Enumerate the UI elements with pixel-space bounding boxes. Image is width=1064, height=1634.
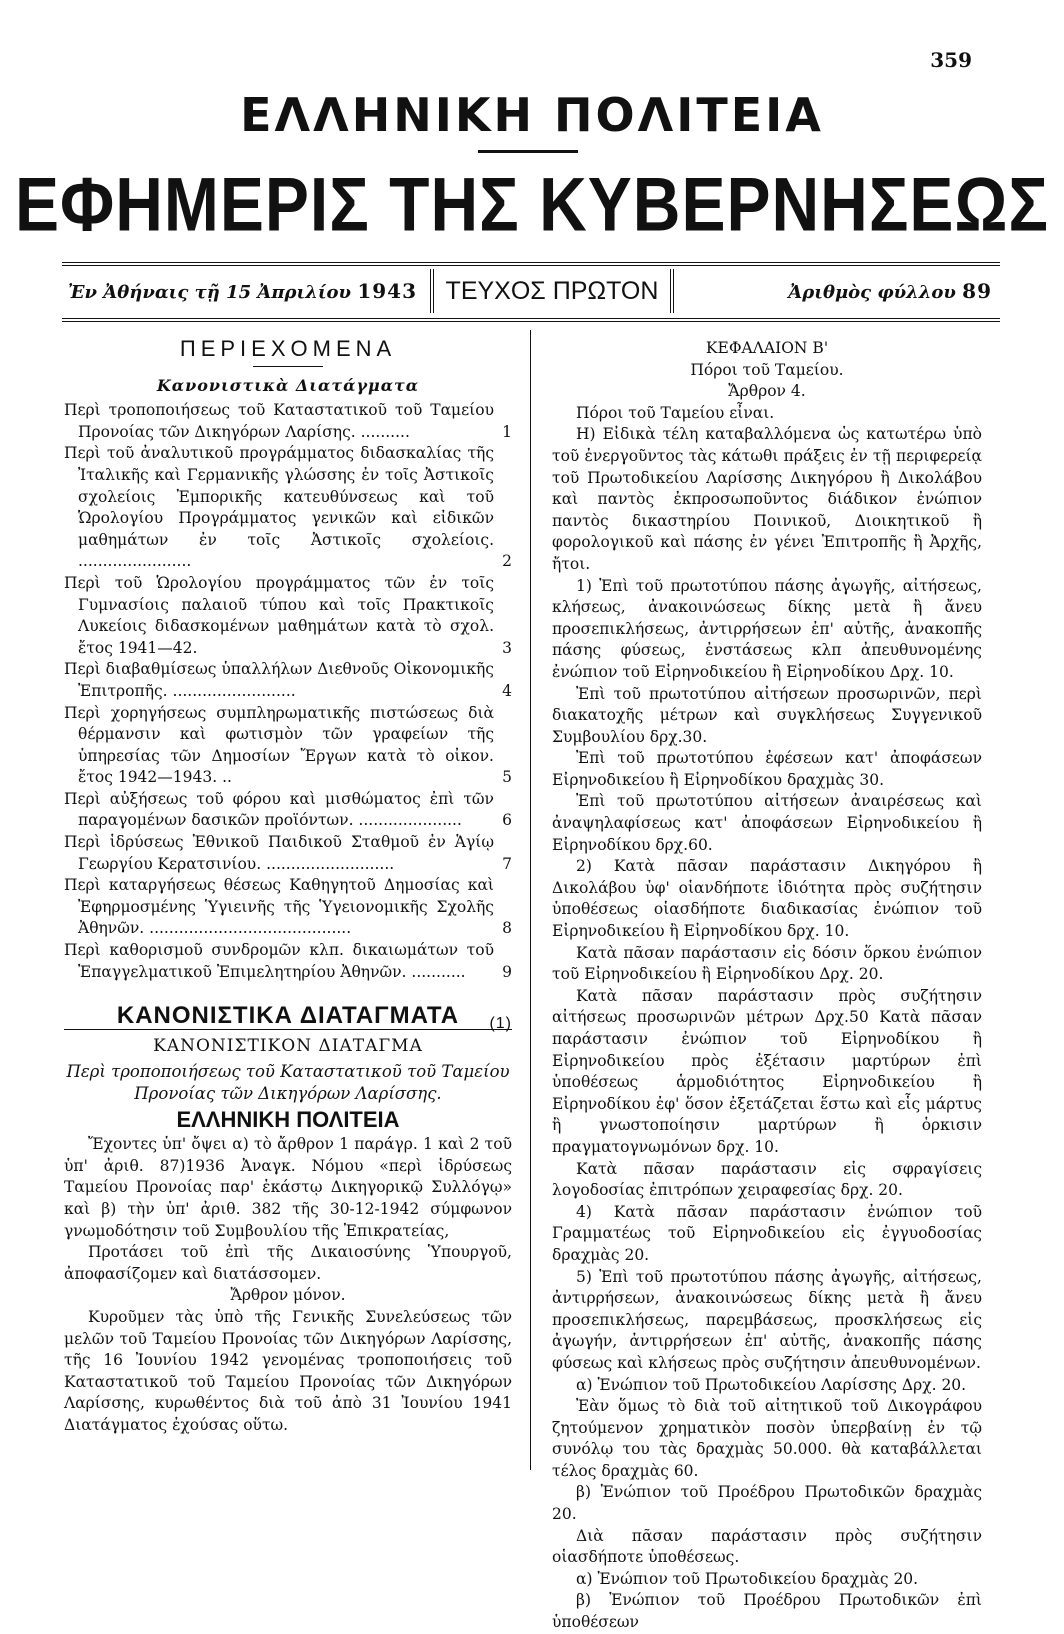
right-column	[552, 338, 982, 1634]
decree-article-heading: Ἄρθρον μόνον.	[230, 1286, 346, 1305]
toc-item	[64, 400, 512, 443]
paragraph: Ἐπὶ τοῦ πρωτοτύπου ἐφέσεων κατ' ἀποφάσεων Εἰρηνοδικείου ἢ Εἰρηνοδίκου δραχμὰς 30.	[552, 749, 982, 789]
paragraph: Ἐπὶ τοῦ πρωτοτύπου αἰτήσεων προσωρινῶν, περὶ διακατοχῆς μέτρων καὶ συγκλήσεως Συγγενικοῦ Συμβουλίου δρχ.30.	[552, 684, 982, 746]
decree-topic: Περὶ τροποποιήσεως τοῦ Καταστατικοῦ τοῦ Ταμείου Προνοίας τῶν Δικηγόρων Λαρίσσης.	[66, 1062, 510, 1103]
chapter-title: Πόροι τοῦ Ταμείου.	[690, 360, 844, 379]
toc-item-number: 7	[502, 854, 512, 873]
issue-year: 1943	[357, 279, 417, 303]
toc-item	[64, 573, 512, 659]
chapter-heading: ΚΕΦΑΛΑΙΟΝ Β'	[705, 339, 829, 357]
paragraph: 4) Κατὰ πᾶσαν παράστασιν ἐνώπιον τοῦ Γραμματέως τοῦ Εἰρηνοδικείου εἰς ἐγγυοδοσίας δραχμὰς 20.	[552, 1202, 982, 1264]
paragraph: α) Ἐνώπιον τοῦ Πρωτοδικείου δραχμὰς 20.	[576, 1569, 919, 1588]
paragraph: Ἐπὶ τοῦ πρωτοτύπου αἰτήσεων ἀναιρέσεως καὶ ἀναψηλαφίσεως κατ' ἀποφάσεων Εἰρηνοδικείου ἢ Εἰρηνοδίκου δρχ.60.	[552, 792, 982, 854]
toc-item-text: Περὶ τροποποιήσεως τοῦ Καταστατικοῦ τοῦ Ταμείου Προνοίας τῶν Δικηγόρων Λαρίσης. ..........	[64, 401, 494, 441]
decree-body: Κυροῦμεν τὰς ὑπὸ τῆς Γενικῆς Συνελεύσεως τῶν μελῶν τοῦ Ταμείου Προνοίας τῶν Δικηγόρων Λαρίσσης, τῆς 16 Ἰουνίου 1942 γενομένας τροποποιήσεις τοῦ Καταστατικοῦ τοῦ Ταμείου Προνοίας τῶν Δικηγόρων Λαρίσσης, κυρωθέντος διὰ τοῦ ἀπὸ 31 Ἰουνίου 1941 Διατάγματος ἐχούσας οὕτω.	[64, 1307, 512, 1434]
toc-item-text: Περὶ τοῦ Ὡρολογίου προγράμματος τῶν ἐν τοῖς Γυμνασίοις παλαιοῦ τύπου καὶ τοῖς Πρακτικοῖς Λυκείοις διδασκομένων μαθημάτων κατὰ τὸ σχολ. ἔτος 1941—42.	[64, 573, 494, 657]
masthead-state-title: ΕΛΛΗΝΙΚΗ ΠΟΛΙΤΕΙΑ	[240, 88, 824, 142]
toc-item-number: 3	[502, 638, 512, 657]
toc-item	[64, 659, 512, 702]
section-title-text: ΚΑΝΟΝΙΣΤΙΚΑ ΔΙΑΤΑΓΜΑΤΑ	[116, 1002, 460, 1030]
toc-item	[64, 940, 512, 983]
article-heading: Ἄρθρον 4.	[728, 382, 806, 401]
paragraph: Κατὰ πᾶσαν παράστασιν εἰς σφραγίσεις λογοδοσίας ἐπιτρόπων χειραφεσίας δρχ. 20.	[552, 1159, 982, 1200]
toc-heading: ΠΕΡΙΕΧΟΜΕΝΑ	[179, 336, 397, 361]
header-rule-bottom-2	[62, 321, 1000, 322]
paragraph: α) Ἐνώπιον τοῦ Πρωτοδικείου Λαρίσσης Δρχ. 20.	[576, 1375, 967, 1394]
sheet-label: Ἀριθμὸς φύλλου	[788, 282, 956, 303]
gazette-title: ΕΦΗΜΕΡΙΣ ΤΗΣ ΚΥΒΕΡΝΗΣΕΩΣ	[15, 161, 1049, 247]
toc-item-number: 5	[502, 768, 512, 787]
paragraph: Κατὰ πᾶσαν παράστασιν πρὸς συζήτησιν αἰτήσεως προσωρινῶν μέτρων Δρχ.50 Κατὰ πᾶσαν παράστασιν ἐνώπιον τοῦ Εἰρηνοδίκου ἢ Εἰρηνοδικείου πρὸς ἐξέτασιν μαρτύρων ἐπὶ ὑποθέσεως ἁρμοδιότητος Εἰρηνοδικείου ἢ Εἰρηνοδίκου ἐφ' ὅσον ἐξετάζεται ἕστω καὶ εἷς μάρτυς ἢ γνωστοποίησιν μαρτύρων ἢ ὁρκισιν πραγματογνωμόνων δρχ. 10.	[552, 986, 982, 1156]
masthead-divider	[478, 150, 578, 153]
paragraph: Η) Εἰδικὰ τέλη καταβαλλόμενα ὡς κατωτέρω ὑπὸ τοῦ ἐνεργοῦντος τὰς κάτωθι πράξεις ἐν τῇ περιφερείᾳ τοῦ Πρωτοδικείου Λαρίσσης Δικηγόρου ἢ Δικολάβου καὶ παντὸς ἐκπροσωποῦντος διάδικον ἐνώπιον παντὸς δικαστηρίου Ποινικοῦ, Διοικητικοῦ ἢ φορολογικοῦ καὶ πάσης ἐν γένει Ἐπιτροπῆς ἢ Ἀρχῆς, ἤτοι.	[552, 425, 982, 573]
header-rule-bottom	[62, 318, 1000, 319]
toc-item-number: 8	[502, 919, 512, 938]
toc-item	[64, 703, 512, 789]
issue-header-bar	[62, 268, 1000, 314]
toc-item-number: 9	[502, 962, 512, 981]
toc-item	[64, 789, 512, 832]
date-label: Ἐν Ἀθήναις τῇ 15 Ἀπριλίου	[68, 282, 352, 303]
toc-divider	[253, 366, 323, 367]
decree-subtitle: ΚΑΝΟΝΙΣΤΙΚΟΝ ΔΙΑΤΑΓΜΑ	[153, 1035, 423, 1056]
footnote-mark: (1)	[489, 1015, 512, 1033]
toc-item	[64, 875, 512, 940]
page-number: 359	[930, 48, 972, 72]
paragraph: 1) Ἐπὶ τοῦ πρωτοτύπου πάσης ἀγωγῆς, αἰτήσεως, κλήσεως, ἀνακοινώσεως δίκης μετὰ ἢ ἄνευ προσεπικλήσεως, ἀντιρρήσεων ἐπ' αὐτῆς, ἀνακοπῆς πάσης φύσεως, ἐνστάσεως κλπ ἀπευθυνομένης ἐνώπιον τοῦ Εἰρηνοδικείου ἢ Εἰρηνοδίκου Δρχ. 10.	[552, 576, 982, 681]
paragraph: Ἐὰν ὅμως τὸ διὰ τοῦ αἰτητικοῦ τοῦ Δικογράφου ζητούμενον χρηματικὸν ποσὸν ὑπερβαίνῃ ἐν τῷ συνόλῳ του τὰς δραχμὰς 50.000. θὰ καταβάλλεται τέλος δραχμὰς 60.	[552, 1397, 982, 1480]
paragraph: Κατὰ πᾶσαν παράστασιν εἰς δόσιν ὅρκου ἐνώπιον τοῦ Εἰρηνοδικείου ἢ Εἰρηνοδίκου Δρχ. 20.	[552, 943, 982, 984]
left-column	[64, 338, 512, 1437]
toc-item	[64, 832, 512, 875]
paragraph: β) Ἐνώπιον τοῦ Προέδρου Πρωτοδικῶν δραχμὰς 20.	[552, 1483, 982, 1524]
paragraph: β) Ἐνώπιον τοῦ Προέδρου Πρωτοδικῶν ἐπὶ ὑποθέσεων	[552, 1591, 982, 1632]
toc-item-number: 6	[502, 811, 512, 830]
header-rule-top	[62, 262, 1000, 263]
toc-item-number: 2	[502, 552, 512, 571]
decree-state-heading: ΕΛΛΗΝΙΚΗ ΠΟΛΙΤΕΙΑ	[176, 1106, 400, 1132]
issue-type: ΤΕΥΧΟΣ ΠΡΩΤΟΝ	[430, 269, 674, 313]
decree-preamble: Ἔχοντες ὑπ' ὄψει α) τὸ ἄρθρον 1 παράγρ. 1 καὶ 2 τοῦ ὑπ' ἀριθ. 87)1936 Ἀναγκ. Νόμου «περὶ ἱδρύσεως Ταμείου Προνοίας παρ' ἑκάστῳ Δικηγορικῷ Συλλόγῳ» καὶ β) τὴν ὑπ' ἀριθ. 382 τῆς 30-12-1942 σύμφωνον γνωμοδότησιν τοῦ Συμβουλίου τῆς Ἐπικρατείας,	[64, 1135, 512, 1240]
sheet-number: 89	[962, 279, 992, 303]
toc-item-text: Περὶ ἱδρύσεως Ἐθνικοῦ Παιδικοῦ Σταθμοῦ ἐν Ἁγίῳ Γεωργίου Κερατσινίου. ..........................	[64, 833, 494, 873]
toc-item-text: Περὶ καταργήσεως θέσεως Καθηγητοῦ Δημοσίας καὶ Ἐφηρμοσμένης Ὑγιεινῆς τῆς Ὑγειονομικῆς Σχολῆς Ἀθηνῶν. .........................................	[64, 876, 494, 938]
decree-proposal: Προτάσει τοῦ ἐπὶ τῆς Δικαιοσύνης Ὑπουργοῦ, ἀποφασίζομεν καὶ διατάσσομεν.	[64, 1243, 512, 1283]
paragraph: Πόροι τοῦ Ταμείου εἶναι.	[576, 403, 775, 422]
toc-item-number: 1	[502, 422, 512, 441]
toc-subheading: Κανονιστικὰ Διατάγματα	[156, 375, 420, 395]
section-title	[64, 1002, 512, 1033]
toc-item	[64, 443, 512, 573]
toc-item-number: 4	[502, 681, 512, 700]
paragraph: 5) Ἐπὶ τοῦ πρωτοτύπου πάσης ἀγωγῆς, αἰτήσεως, ἀντιρρήσεων, ἀνακοινώσεως δίκης μετὰ ἢ ἄνευ προσεπικλήσεως, παρεμβάσεως, προσκλήσεως εἰς ἀγωγήν, ἀντιρρήσεων ἐπ' αὐτῆς, ἀνακοπῆς πάσης φύσεως καὶ κλήσεως πρὸς συζήτησιν ἀπευθυνομένων.	[552, 1267, 982, 1372]
toc-item-text: Περὶ καθορισμοῦ συνδρομῶν κλπ. δικαιωμάτων τοῦ Ἐπαγγελματικοῦ Ἐπιμελητηρίου Ἀθηνῶν. ...........	[64, 941, 494, 981]
paragraph: 2) Κατὰ πᾶσαν παράστασιν Δικηγόρου ἢ Δικολάβου ὑφ' οἱανδήποτε ἰδιότητα πρὸς συζήτησιν ὑποθέσεως οἱασδήποτε διαδικασίας ἐνώπιον τοῦ Εἰρηνοδικείου ἢ Εἰρηνοδίκου δρχ. 10.	[552, 857, 982, 941]
header-rule-top-2	[62, 265, 1000, 266]
toc-item-text: Περὶ διαβαθμίσεως ὑπαλλήλων Διεθνοῦς Οἰκονομικῆς Ἐπιτροπῆς. .........................	[64, 660, 494, 700]
sheet-info	[674, 279, 1000, 303]
issue-date	[62, 279, 430, 303]
toc-item-text: Περὶ χορηγήσεως συμπληρωματικῆς πιστώσεως διὰ θέρμανσιν καὶ φωτισμὸν τῶν γραφείων τῆς ὑπηρεσίας τῶν Δημοσίων Ἔργων κατὰ τὸ οἰκον. ἔτος 1942—1943. ..	[64, 703, 494, 787]
paragraph: Διὰ πᾶσαν παράστασιν πρὸς συζήτησιν οἱασδήποτε ὑποθέσεως.	[552, 1526, 982, 1567]
toc-item-text: Περὶ τοῦ ἀναλυτικοῦ προγράμματος διδασκαλίας τῆς Ἰταλικῆς καὶ Γερμανικῆς γλώσσης ἐν τοῖς Ἀστικοῖς σχολείοις Ἐμπορικῆς κατευθύνσεως καὶ τοῦ Ὡρολογίου Προγράμματος γενικῶν καὶ εἰδικῶν μαθημάτων ἐν τοῖς Ἀστικοῖς σχολείοις. .......................	[64, 444, 494, 571]
column-divider	[530, 330, 531, 1470]
toc-item-text: Περὶ αὐξήσεως τοῦ φόρου καὶ μισθώματος ἐπὶ τῶν παραγομένων δασικῶν προϊόντων. .....................	[64, 789, 494, 830]
